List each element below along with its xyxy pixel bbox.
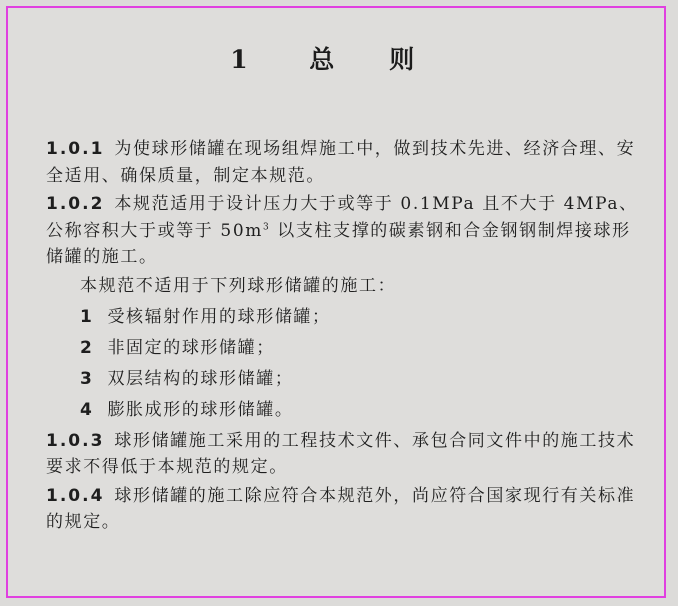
item-text: 受核辐射作用的球形储罐； <box>107 306 331 327</box>
chapter-number: 1 <box>230 45 248 74</box>
clause-text-part1: 本规范适用于设计压力大于或等于 0.1MPa 且不大于 4MPa、公称容积大于或等于 50m <box>46 194 638 241</box>
clause-number: 1.0.4 <box>46 485 105 506</box>
item-text: 膨胀成形的球形储罐。 <box>107 399 294 420</box>
item-number: 2 <box>80 337 94 358</box>
clause-number: 1.0.2 <box>46 194 105 214</box>
clause-text: 球形储罐施工采用的工程技术文件、承包合同文件中的施工技术要求不得低于本规范的规定。 <box>46 430 636 477</box>
clause-number: 1.0.1 <box>46 139 105 159</box>
list-item <box>46 397 646 424</box>
item-number: 3 <box>80 368 94 389</box>
chapter-title <box>8 40 664 76</box>
chapter-title-part1: 总 <box>309 45 335 74</box>
superscript: 3 <box>262 221 271 232</box>
item-text: 双层结构的球形储罐； <box>107 368 294 389</box>
clause-1-0-4 <box>46 483 646 536</box>
item-number: 1 <box>80 306 94 327</box>
list-item <box>46 304 646 331</box>
clause-text: 球形储罐的施工除应符合本规范外，尚应符合国家现行有关标准的规定。 <box>46 485 636 532</box>
clause-1-0-3 <box>46 428 646 481</box>
clause-number: 1.0.3 <box>46 430 105 451</box>
exclusion-intro: 本规范不适用于下列球形储罐的施工： <box>80 275 397 296</box>
clause-1-0-1 <box>46 136 646 189</box>
list-item <box>46 366 646 393</box>
list-item <box>46 335 646 362</box>
clause-text: 为使球形储罐在现场组焊施工中，做到技术先进、经济合理、安全适用、确保质量，制定本规范。 <box>46 139 636 186</box>
clause-text-part2: 以支柱支撑的碳素钢和合金钢钢制焊接球形储罐的施工。 <box>46 220 631 267</box>
chapter-title-part2: 则 <box>389 45 415 74</box>
item-number: 4 <box>80 399 94 420</box>
document-body <box>46 136 646 538</box>
item-text: 非固定的球形储罐； <box>107 337 275 358</box>
document-page <box>6 6 666 598</box>
clause-1-0-2 <box>46 191 646 271</box>
